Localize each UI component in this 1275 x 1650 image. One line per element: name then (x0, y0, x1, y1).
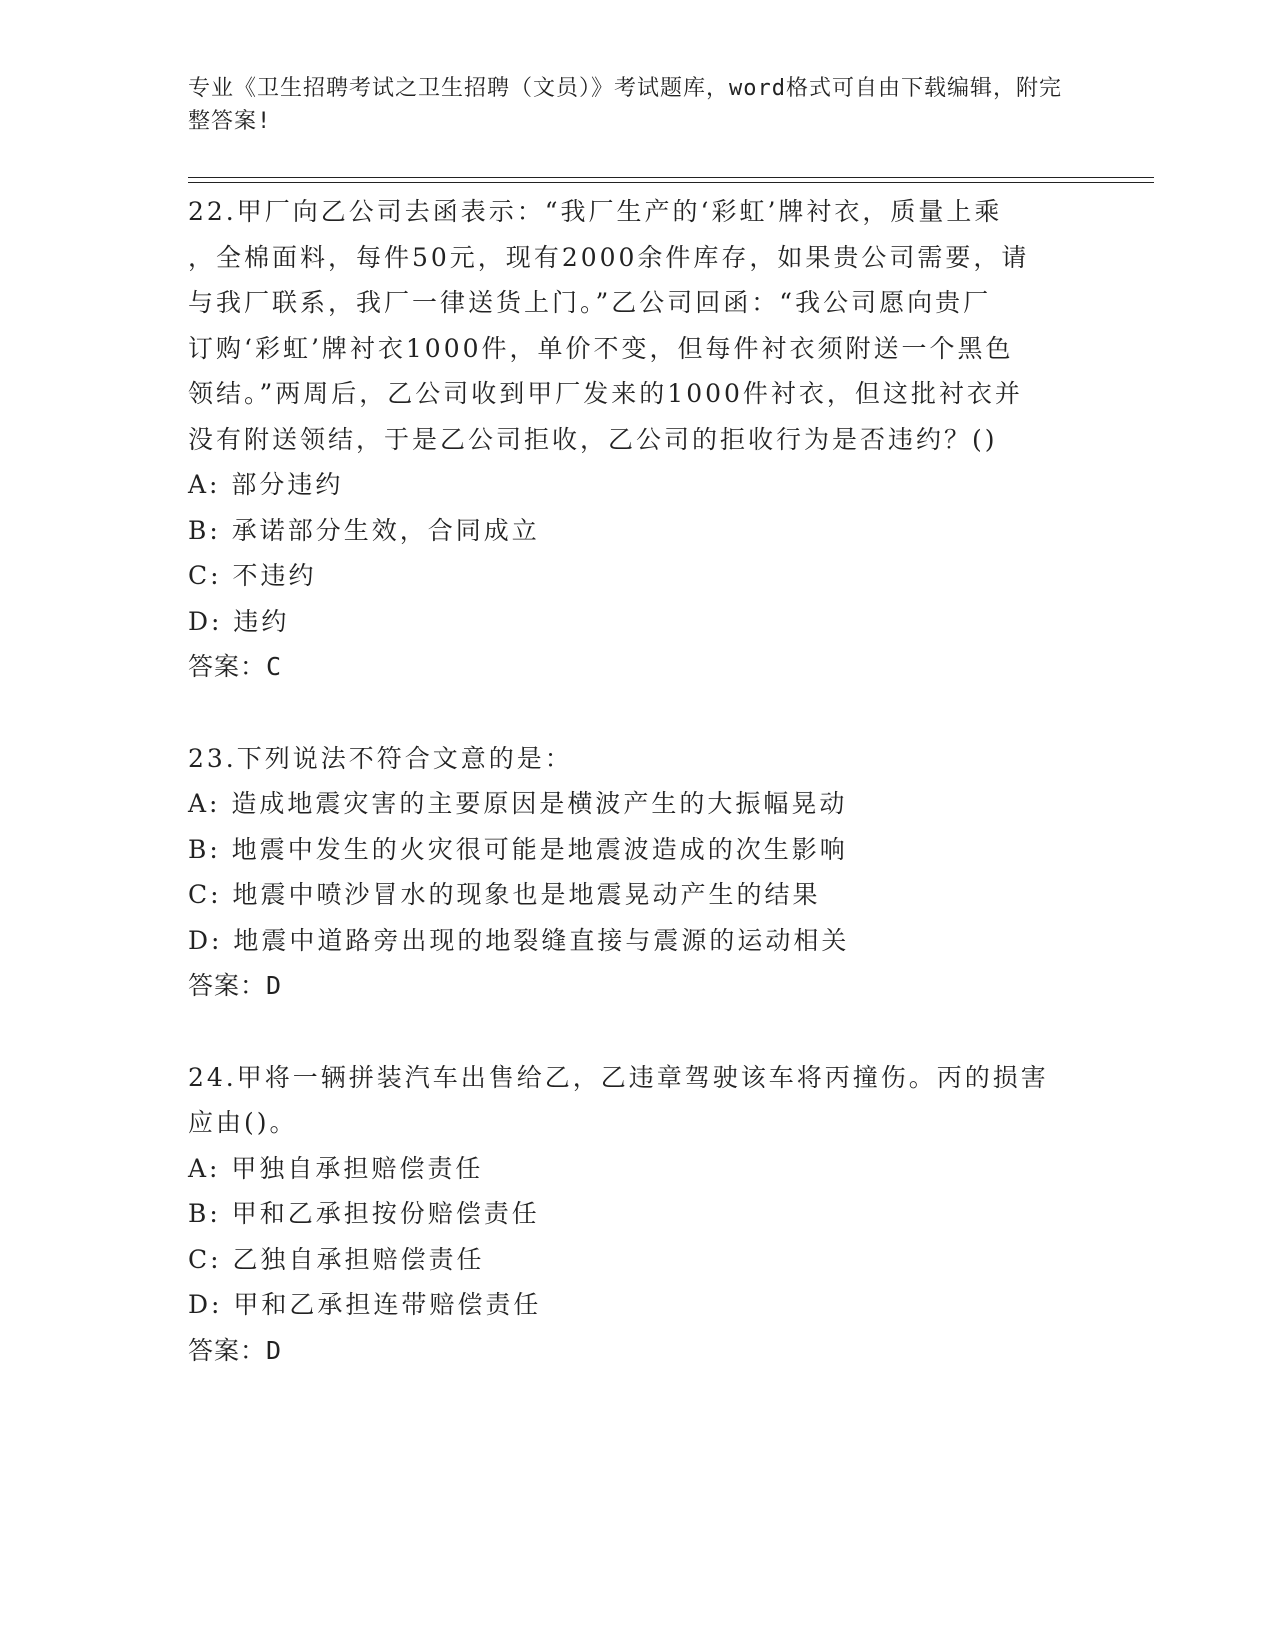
question-spacer (188, 690, 1088, 736)
header-divider-bottom (188, 182, 1154, 183)
stem-line: ，全棉面料，每件50元，现有2000余件库存，如果贵公司需要，请 (188, 242, 1030, 272)
question-24 (188, 1055, 1088, 1374)
stem-line: 领结。”两周后，乙公司收到甲厂发来的1000件衬衣，但这批衬衣并 (188, 379, 1023, 408)
question-stem (188, 1055, 1088, 1146)
question-spacer (188, 1009, 1088, 1055)
option-a: A: 甲独自承担赔偿责任 (188, 1153, 484, 1183)
stem-line: 没有附送领结，于是乙公司拒收，乙公司的拒收行为是否违约？() (188, 424, 998, 454)
option-a: A: 造成地震灾害的主要原因是横波产生的大振幅晃动 (188, 789, 848, 818)
question-23 (188, 736, 1088, 1009)
option-d: D: 违约 (188, 606, 290, 636)
question-list (188, 189, 1088, 1373)
option-b: B: 承诺部分生效，合同成立 (188, 515, 540, 545)
option-c: C: 乙独自承担赔偿责任 (188, 1244, 485, 1274)
question-stem (188, 189, 1088, 462)
stem-line: 23.下列说法不符合文意的是： (188, 743, 573, 773)
option-c: C: 不违约 (188, 561, 317, 590)
answer-label: 答案：C (188, 652, 283, 681)
question-stem (188, 736, 1088, 782)
option-a: A: 部分违约 (188, 470, 344, 499)
stem-line: 22.甲厂向乙公司去函表示：“我厂生产的‘彩虹’牌衬衣，质量上乘 (188, 197, 1003, 226)
option-d: D: 地震中道路旁出现的地裂缝直接与震源的运动相关 (188, 925, 850, 955)
stem-line: 订购‘彩虹’牌衬衣1000件，单价不变，但每件衬衣须附送一个黑色 (188, 333, 1014, 363)
document-header: 专业《卫生招聘考试之卫生招聘（文员）》考试题库，word格式可自由下载编辑，附完整答案! (188, 76, 1062, 134)
answer-label: 答案：D (188, 1335, 283, 1365)
stem-line: 24.甲将一辆拼装汽车出售给乙，乙违章驾驶该车将丙撞伤。丙的损害 (188, 1062, 1049, 1092)
option-b: B: 甲和乙承担按份赔偿责任 (188, 1199, 540, 1228)
stem-line: 应由()。 (188, 1108, 298, 1137)
header-divider-top (188, 177, 1154, 178)
option-c: C: 地震中喷沙冒水的现象也是地震晃动产生的结果 (188, 880, 821, 909)
question-22 (188, 189, 1088, 690)
option-b: B: 地震中发生的火灾很可能是地震波造成的次生影响 (188, 834, 848, 864)
answer-label: 答案：D (188, 971, 283, 1000)
stem-line: 与我厂联系，我厂一律送货上门。”乙公司回函：“我公司愿向贵厂 (188, 288, 992, 317)
option-d: D: 甲和乙承担连带赔偿责任 (188, 1290, 542, 1319)
